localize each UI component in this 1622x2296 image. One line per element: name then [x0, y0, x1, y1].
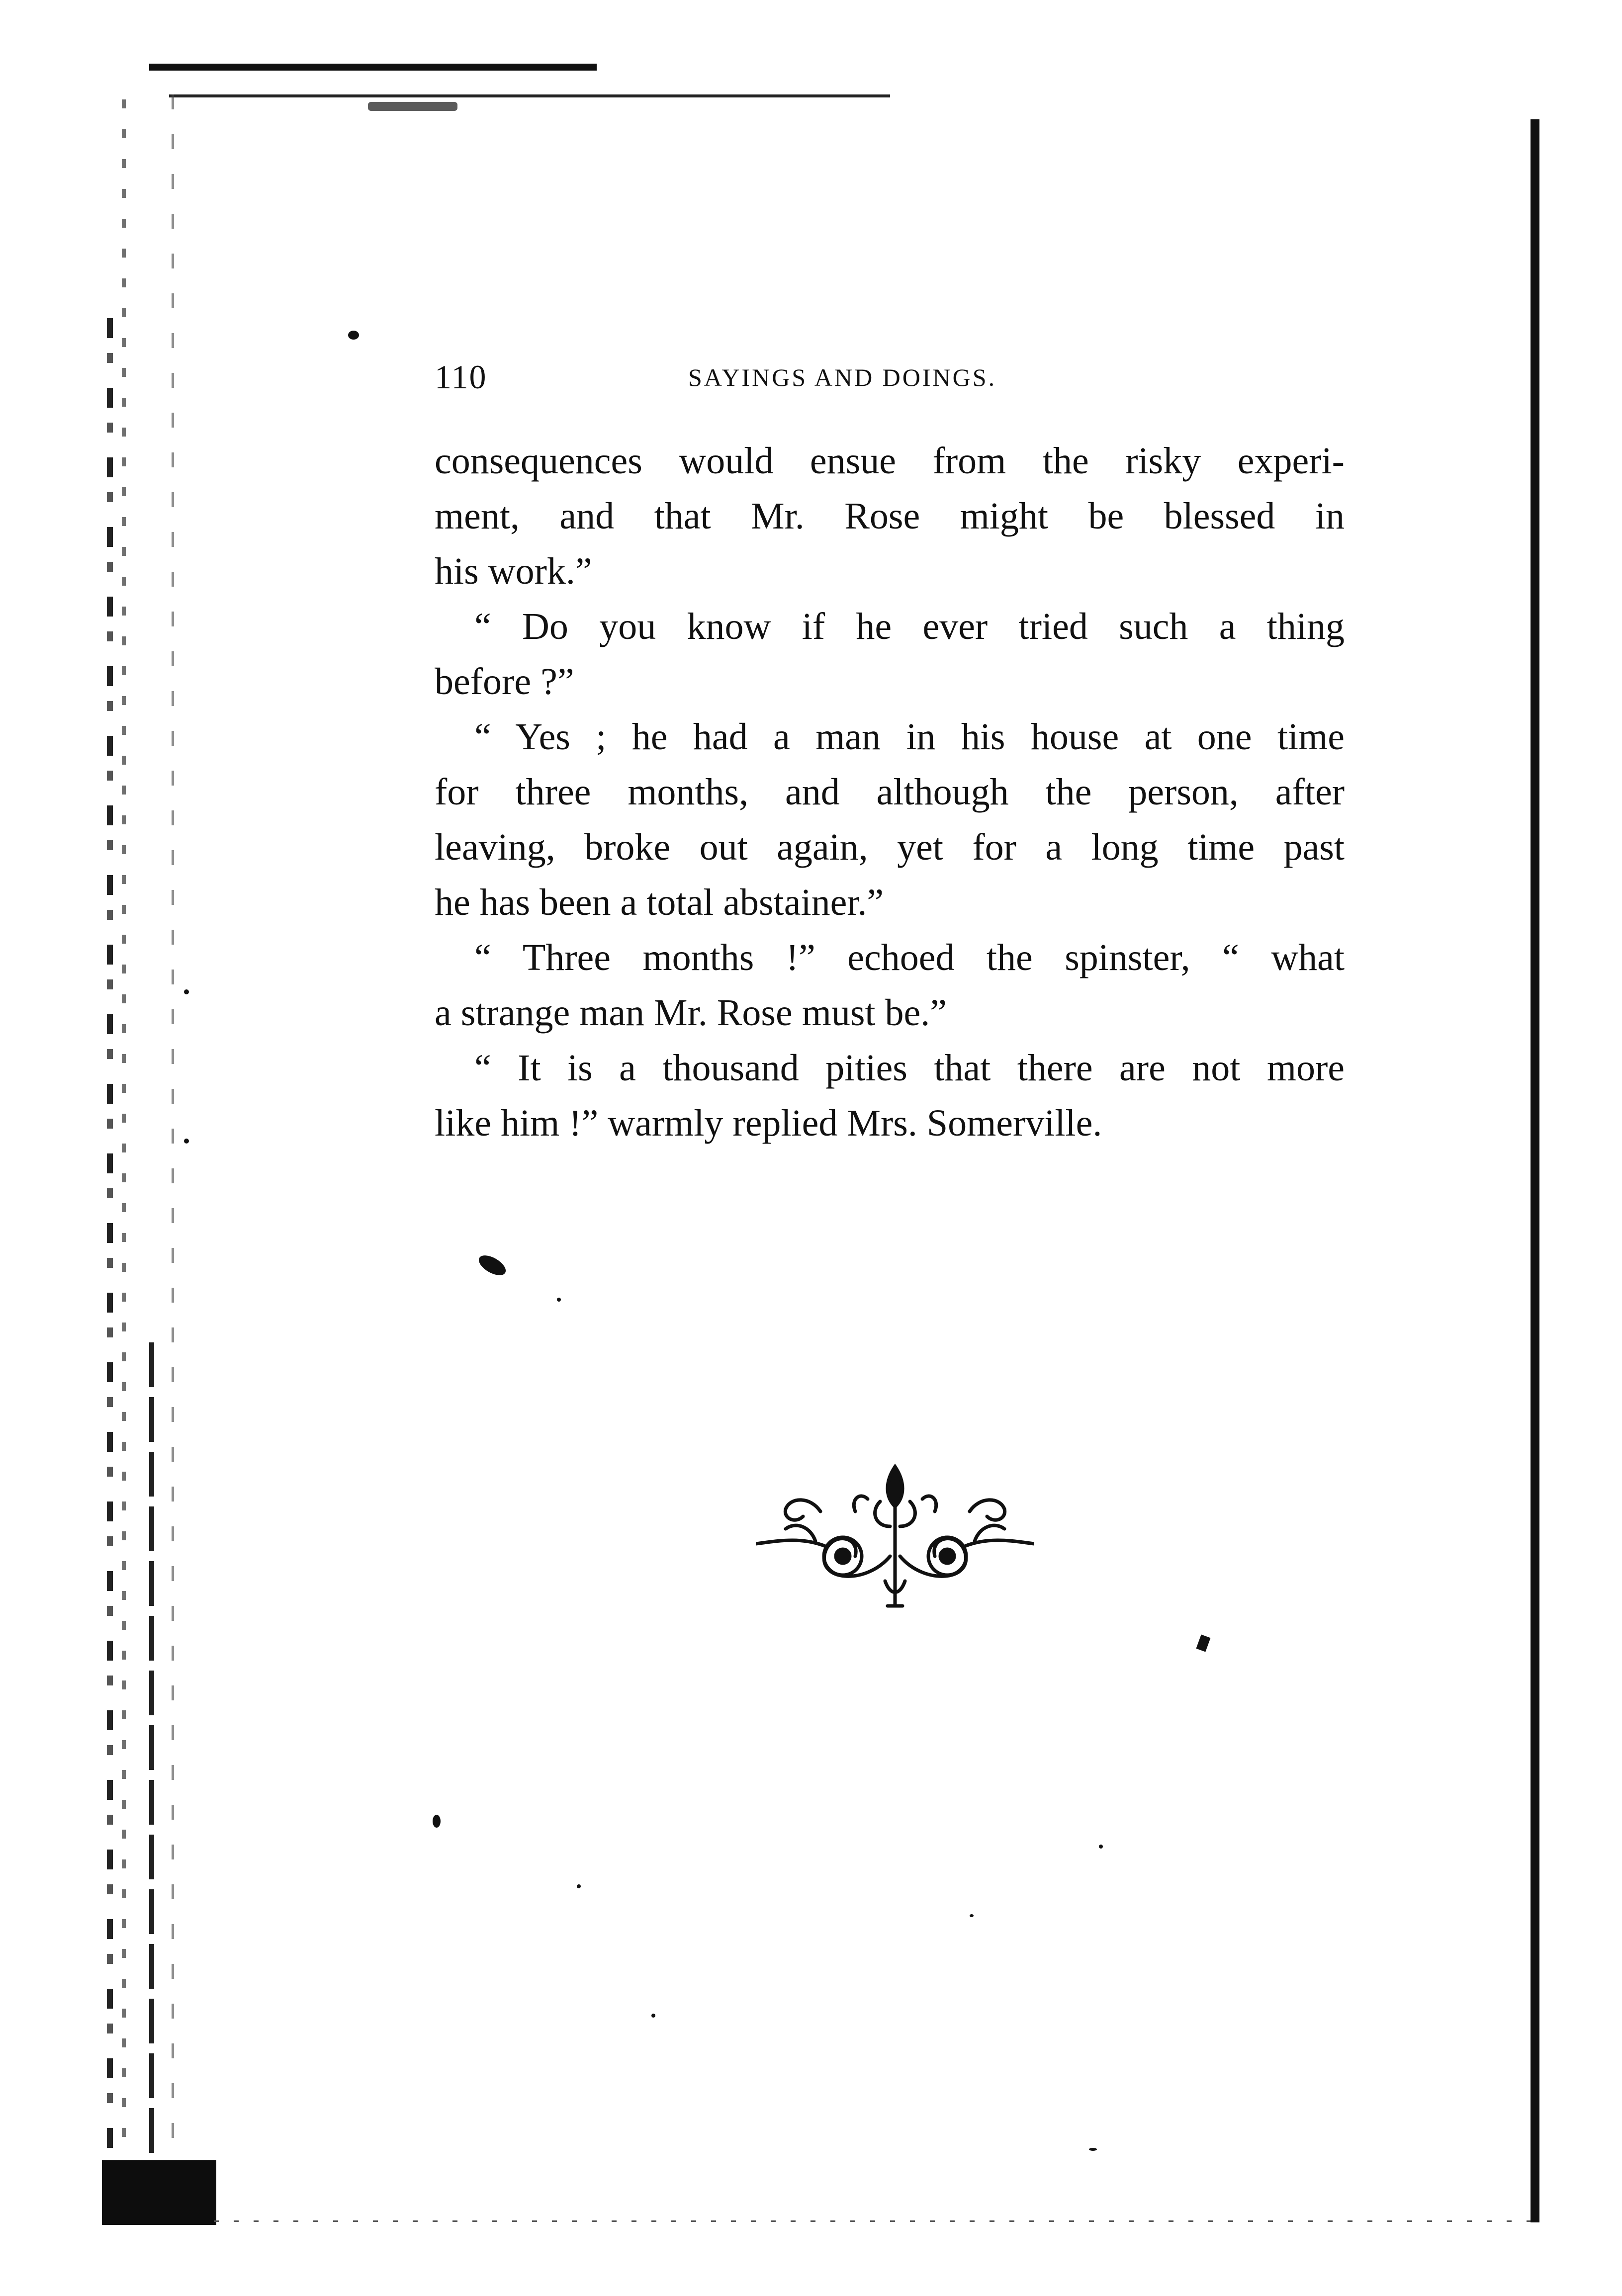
text-line: leaving, broke out again, yet for a long time past [435, 826, 1345, 868]
scan-artifact-bottom-rule [214, 2220, 1532, 2222]
page-number: 110 [435, 358, 487, 396]
scan-artifact-smudge [368, 102, 457, 111]
speck [577, 1884, 581, 1888]
text-line: like him !” warmly replied Mrs. Somerville. [435, 1102, 1102, 1144]
text-line: “ Yes ; he had a man in his house at one time [474, 716, 1345, 758]
floral-tailpiece-icon [756, 1457, 1034, 1616]
scan-artifact-top-rule [169, 94, 890, 97]
scan-artifact-binding-edge [122, 99, 126, 2138]
text-line: before ?” [435, 661, 574, 703]
text-line: ment, and that Mr. Rose might be blessed in [435, 495, 1345, 537]
running-head [435, 357, 1345, 397]
running-title: SAYINGS AND DOINGS. [688, 363, 997, 391]
speck [184, 989, 189, 994]
scan-artifact-binding-edge [149, 1342, 154, 2188]
scan-artifact-right-edge [1531, 119, 1539, 2222]
text-line: “ Three months !” echoed the spinster, “ what [474, 937, 1345, 978]
speck [970, 1914, 974, 1917]
scan-artifact-inner-rule [172, 94, 174, 2208]
text-line: he has been a total abstainer.” [435, 882, 884, 923]
speck [1196, 1634, 1210, 1652]
speck [476, 1251, 509, 1279]
text-line: consequences would ensue from the risky experi- [435, 440, 1345, 482]
scan-artifact-binding-edge [107, 318, 113, 2158]
text-line: a strange man Mr. Rose must be.” [435, 992, 947, 1034]
speck [1089, 2148, 1097, 2151]
text-line: his work.” [435, 550, 592, 592]
speck [1099, 1845, 1103, 1849]
text-line: for three months, and although the person, after [435, 771, 1345, 813]
speck [557, 1298, 561, 1302]
scan-artifact-top-rule [149, 64, 597, 71]
speck [184, 1139, 189, 1144]
text-line: “ Do you know if he ever tried such a thing [474, 606, 1345, 647]
body-text [435, 434, 1345, 1151]
speck [433, 1815, 441, 1828]
text-line: “ It is a thousand pities that there are not more [474, 1047, 1345, 1089]
speck [348, 331, 359, 340]
speck [651, 2014, 655, 2018]
scan-artifact-corner-block [102, 2160, 216, 2225]
